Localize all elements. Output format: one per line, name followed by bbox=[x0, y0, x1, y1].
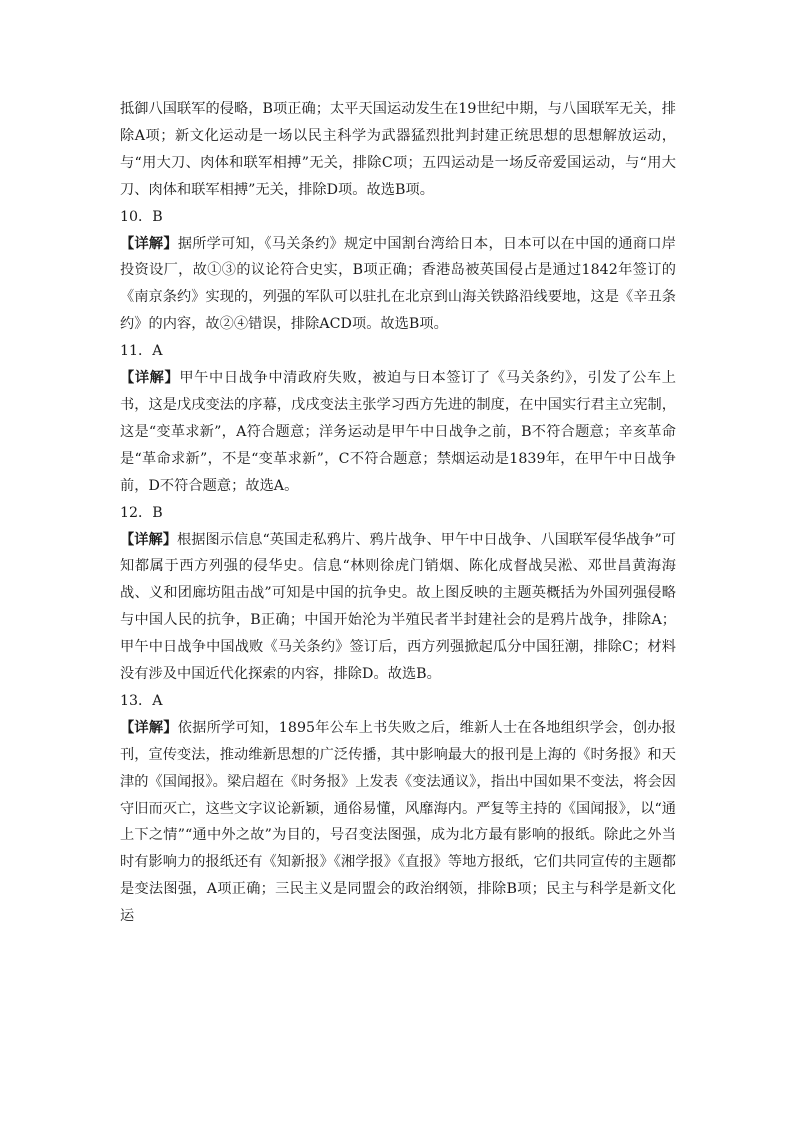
detail-tag: 【详解】 bbox=[120, 719, 178, 736]
explanation-13 bbox=[120, 715, 676, 930]
document-page bbox=[120, 96, 676, 930]
answer-11: 11．A bbox=[120, 343, 163, 360]
answer-12: 12．B bbox=[120, 504, 163, 521]
explanation-11 bbox=[120, 365, 676, 500]
explanation-10 bbox=[120, 231, 676, 339]
intro-paragraph: 抵御八国联军的侵略，B项正确；太平天国运动发生在19世纪中期，与八国联军无关，排除A项；新文化运动是一场以民主科学为武器猛烈批判封建正统思想的思想解放运动，与“用大刀、肉体和联军相搏”无关，排除C项；五四运动是一场反帝爱国运动，与“用大刀、肉体和联军相搏”无关，排除D项。故选B项。 bbox=[120, 101, 676, 198]
explanation-text: 据所学可知，《马关条约》规定中国割台湾给日本，日本可以在中国的通商口岸投资设厂，故①③的议论符合史实，B项正确；香港岛被英国侵占是通过1842年签订的《南京条约》实现的，列强的军队可以驻扎在北京到山海关铁路沿线要地，这是《辛丑条约》的内容，故②④错误，排除ACD项。故选B项。 bbox=[120, 235, 677, 333]
answer-13: 13．A bbox=[120, 692, 163, 709]
detail-tag: 【详解】 bbox=[120, 370, 180, 387]
detail-tag: 【详解】 bbox=[120, 235, 178, 252]
detail-tag: 【详解】 bbox=[120, 531, 177, 548]
explanation-12 bbox=[120, 527, 676, 688]
explanation-text: 依据所学可知，1895年公车上书失败之后，维新人士在各地组织学会，创办报刊，宣传变法，推动维新思想的广泛传播，其中影响最大的报刊是上海的《时务报》和天津的《国闻报》。梁启超在《时务报》上发表《变法通议》，指出中国如果不变法，将会因守旧而灭亡，这些文字议论新颖，通俗易懂，风靡海内。严复等主持的《国闻报》，以“通上下之情”“通中外之故”为目的，号召变法图强，成为北方最有影响的报纸。除此之外当时有影响力的报纸还有《知新报》《湘学报》《直报》等地方报纸，它们共同宣传的主题都是变法图强，A项正确；三民主义是同盟会的政治纲领，排除B项；民主与科学是新文化运 bbox=[120, 719, 676, 925]
explanation-text: 根据图示信息“英国走私鸦片、鸦片战争、甲午中日战争、八国联军侵华战争”可知都属于西方列强的侵华史。信息“林则徐虎门销烟、陈化成督战吴淞、邓世昌黄海海战、义和团廊坊阻击战”可知是中国的抗争史。故上图反映的主题英概括为外国列强侵略与中国人民的抗争，B正确；中国开始沦为半殖民者半封建社会的是鸦片战争，排除A；甲午中日战争中国战败《马关条约》签订后，西方列强掀起瓜分中国狂潮，排除C；材料没有涉及中国近代化探索的内容，排除D。故选B。 bbox=[120, 531, 677, 683]
explanation-text: 甲午中日战争中清政府失败，被迫与日本签订了《马关条约》，引发了公车上书，这是戊戌变法的序幕，戊戌变法主张学习西方先进的制度，在中国实行君主立宪制，这是“变革求新”，A符合题意；洋务运动是甲午中日战争之前，B不符合题意；辛亥革命是“革命求新”，不是“变革求新”，C不符合题意；禁烟运动是1839年，在甲午中日战争前，D不符合题意；故选A。 bbox=[120, 370, 676, 494]
answer-10: 10．B bbox=[120, 208, 163, 225]
